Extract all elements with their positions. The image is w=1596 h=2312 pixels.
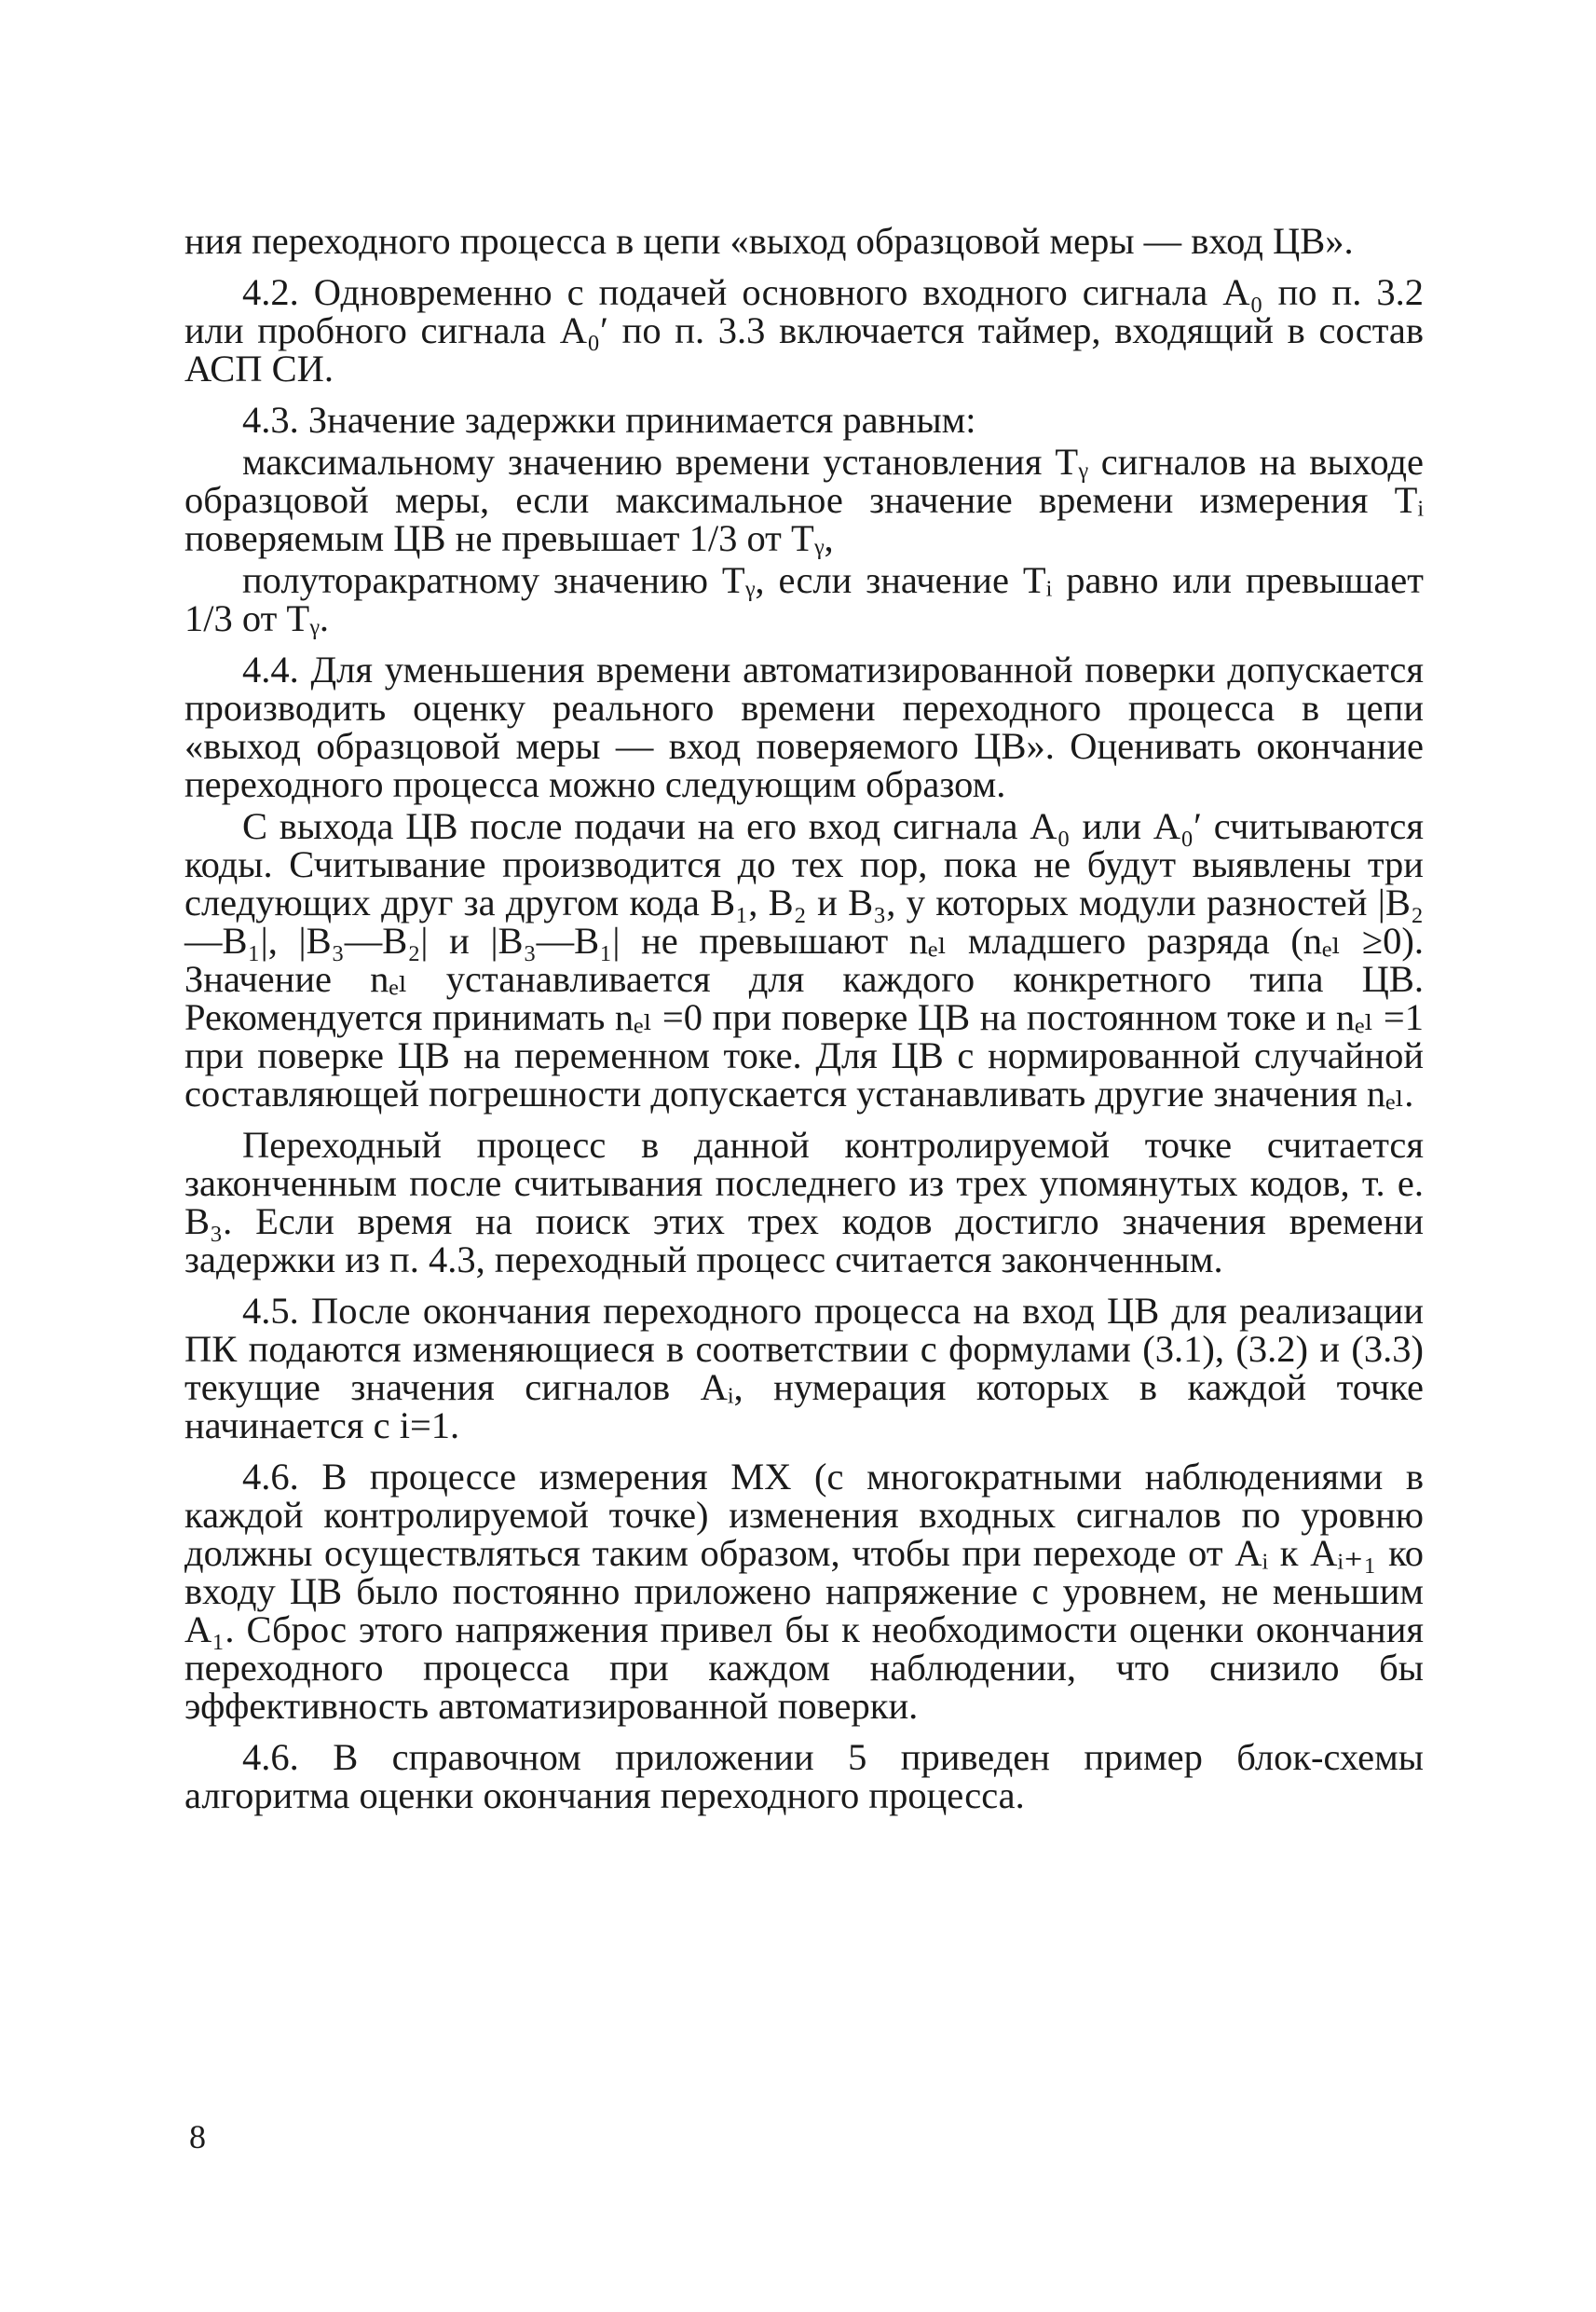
paragraph-4-4: 4.4. Для уменьшения времени автоматизированной поверки допускается производить оценку реального времени переходного процесса в цепи «выход образцовой меры — вход поверяемого ЦВ». Оценивать окончание переходного процесса можно следующим образом.	[184, 649, 1424, 805]
body-text	[184, 222, 1424, 1827]
paragraph-4-6: 4.6. В процессе измерения МХ (с многократными наблюдениями в каждой контролируемой точке) изменения входных сигналов по уровню должны осуществляться таким образом, чтобы при переходе от Aᵢ к Aᵢ₊₁ ко входу ЦВ было постоянно приложено напряжение с уровнем, не меньшим A₁. Сброс этого напряжения привел бы к необходимости оценки окончания переходного процесса при каждом наблюдении, что снизило бы эффективность автоматизированной поверки.	[184, 1456, 1424, 1727]
paragraph-4-3-case-1: максимальному значению времени установления Tᵧ сигналов на выходе образцовой меры, если максимальное значение времени измерения Tᵢ поверяемым ЦВ не превышает 1/3 от Tᵧ,	[184, 441, 1424, 559]
paragraph-4-4-reading: С выхода ЦВ после подачи на его вход сигнала A₀ или A₀′ считываются коды. Считывание производится до тех пор, пока не будут выявлены три следующих друг за другом кода B₁, B₂ и B₃, у которых модули разностей |B₂—B₁|, |B₃—B₂| и |B₃—B₁| не превышают nₑₗ младшего разряда (nₑₗ ≥0). Значение nₑₗ устанавливается для каждого конкретного типа ЦВ. Рекомендуется принимать nₑₗ =0 при поверке ЦВ на постоянном токе и nₑₗ =1 при поверке ЦВ на переменном токе. Для ЦВ с нормированной случайной составляющей погрешности допускается устанавливать другие значения nₑₗ.	[184, 805, 1424, 1115]
paragraph-4-3-case-2: полуторакратному значению Tᵧ, если значение Tᵢ равно или превышает 1/3 от Tᵧ.	[184, 559, 1424, 639]
paragraph-4-4-completion: Переходный процесс в данной контролируемой точке считается законченным после считывания последнего из трех упомянутых кодов, т. е. B₃. Если время на поиск этих трех кодов достигло значения времени задержки из п. 4.3, переходный процесс считается законченным.	[184, 1124, 1424, 1280]
paragraph-4-2: 4.2. Одновременно с подачей основного входного сигнала A₀ по п. 3.2 или пробного сигнала A₀′ по п. 3.3 включается таймер, входящий в состав АСП СИ.	[184, 271, 1424, 390]
paragraph-4-3: 4.3. Значение задержки принимается равным:	[242, 399, 976, 441]
paragraph-4-6-appendix: 4.6. В справочном приложении 5 приведен пример блок-схемы алгоритма оценки окончания переходного процесса.	[184, 1736, 1424, 1816]
page-number: 8	[189, 2118, 206, 2155]
paragraph-4-5: 4.5. После окончания переходного процесса на вход ЦВ для реализации ПК подаются изменяющиеся в соответствии с формулами (3.1), (3.2) и (3.3) текущие значения сигналов Aᵢ, нумерация которых в каждой точке начинается с i=1.	[184, 1290, 1424, 1446]
paragraph-continuation: ния переходного процесса в цепи «выход образцовой меры — вход ЦВ».	[184, 220, 1354, 262]
